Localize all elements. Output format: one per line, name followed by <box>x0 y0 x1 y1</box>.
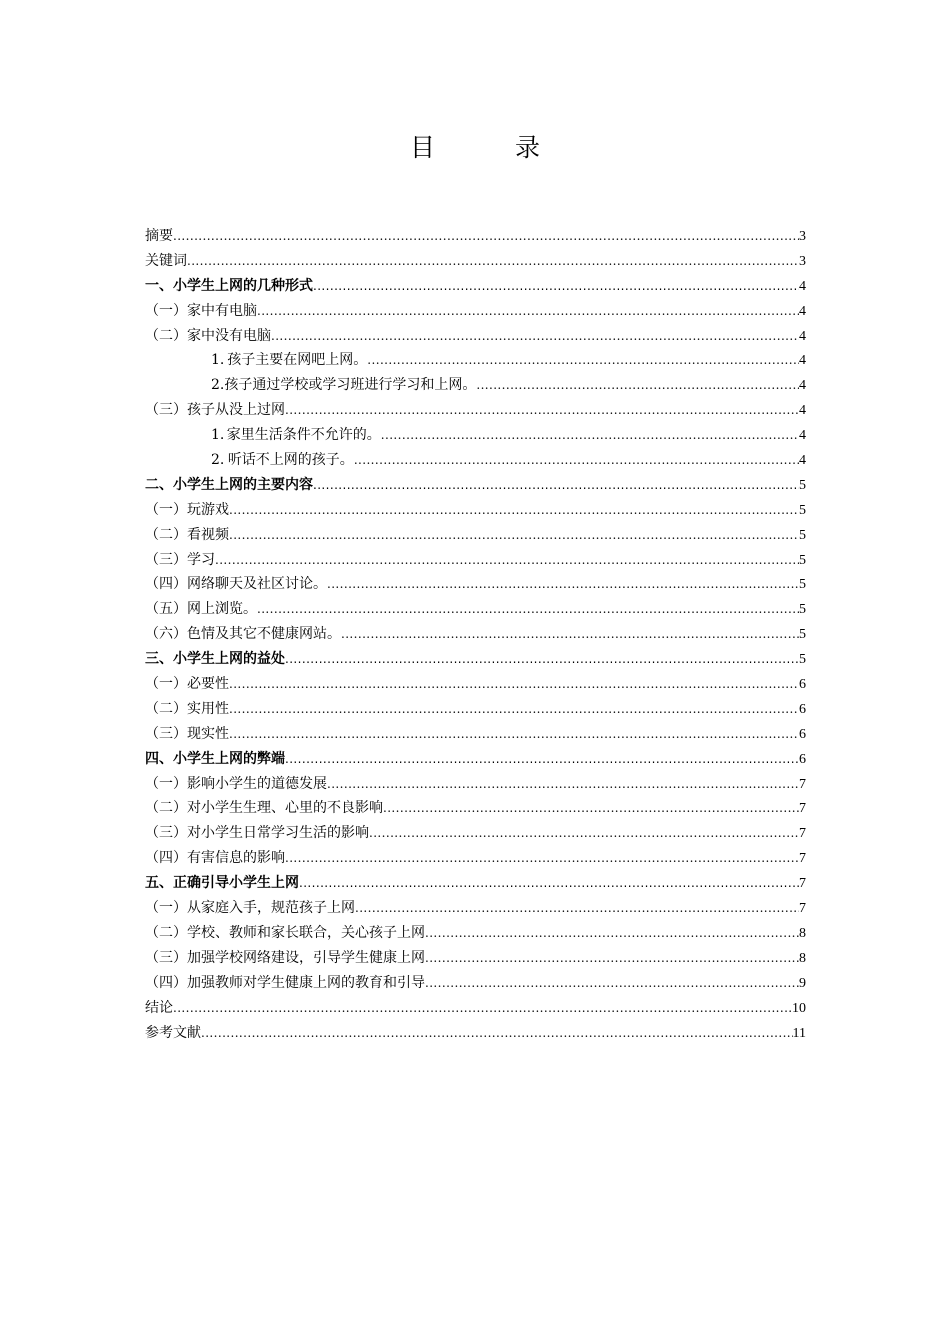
toc-entry-number: （五） <box>145 601 187 618</box>
toc-entry-number: （一） <box>145 501 187 518</box>
toc-entry-section[interactable] <box>145 672 806 697</box>
toc-entry-section[interactable] <box>145 597 806 622</box>
toc-entry-page: 4 <box>799 328 806 344</box>
toc-entry-subsection[interactable] <box>145 423 806 448</box>
toc-entry-page: 4 <box>799 453 806 469</box>
toc-entry-page: 7 <box>799 776 806 792</box>
toc-entry-label: 孩子主要在网吧上网。 <box>227 352 368 369</box>
toc-entry-page: 8 <box>799 950 806 966</box>
toc-entry-page: 9 <box>799 975 806 991</box>
toc-leader-dots <box>229 697 799 722</box>
toc-leader-dots <box>201 1021 793 1046</box>
toc-entry-number: （三） <box>145 825 187 842</box>
toc-leader-dots <box>229 672 799 697</box>
toc-entry-conclusion[interactable] <box>145 996 806 1021</box>
toc-entry-label: 实用性 <box>187 700 229 717</box>
toc-entry-label: 有害信息的影响 <box>187 850 285 867</box>
toc-leader-dots <box>381 423 799 448</box>
toc-leader-dots <box>313 473 799 498</box>
toc-entry-page: 7 <box>799 876 806 892</box>
toc-entry-section[interactable] <box>145 622 806 647</box>
table-of-contents <box>145 224 806 1045</box>
toc-entry-page: 7 <box>799 851 806 867</box>
toc-leader-dots <box>341 622 799 647</box>
toc-entry-section[interactable] <box>145 324 806 349</box>
toc-entry-chapter-4[interactable] <box>145 747 806 772</box>
toc-entry-label: 学习 <box>187 551 215 568</box>
toc-leader-dots <box>257 597 799 622</box>
toc-entry-page: 5 <box>799 627 806 643</box>
toc-entry-chapter-1[interactable] <box>145 274 806 299</box>
toc-entry-section[interactable] <box>145 946 806 971</box>
toc-entry-number: （一） <box>145 775 187 792</box>
toc-entry-label: 现实性 <box>187 725 229 742</box>
toc-entry-page: 6 <box>799 751 806 767</box>
toc-entry-number: （三） <box>145 551 187 568</box>
toc-entry-section[interactable] <box>145 523 806 548</box>
toc-title: 目 录 <box>410 133 576 162</box>
toc-entry-section[interactable] <box>145 921 806 946</box>
toc-entry-number: （二） <box>145 924 187 941</box>
toc-entry-page: 11 <box>792 1025 806 1041</box>
toc-entry-number: 1. <box>211 427 225 444</box>
toc-leader-dots <box>229 722 799 747</box>
toc-entry-page: 5 <box>799 502 806 518</box>
toc-leader-dots <box>173 996 792 1021</box>
toc-entry-number: （三） <box>145 725 187 742</box>
toc-entry-page: 3 <box>799 253 806 269</box>
toc-leader-dots <box>354 448 799 473</box>
toc-leader-dots <box>215 548 799 573</box>
toc-entry-section[interactable] <box>145 796 806 821</box>
toc-entry-label: 家里生活条件不允许的。 <box>226 427 381 444</box>
toc-leader-dots <box>476 373 799 398</box>
toc-entry-page: 5 <box>799 577 806 593</box>
toc-entry-section[interactable] <box>145 498 806 523</box>
toc-entry-label: 网络聊天及社区讨论。 <box>187 576 327 593</box>
toc-entry-label: 网上浏览。 <box>187 601 257 618</box>
toc-entry-label: 影响小学生的道德发展 <box>187 775 327 792</box>
toc-entry-label: 摘要 <box>145 228 173 244</box>
toc-entry-page: 7 <box>799 826 806 842</box>
toc-leader-dots <box>285 846 799 871</box>
toc-entry-label: 必要性 <box>187 676 229 693</box>
toc-entry-chapter-3[interactable] <box>145 647 806 672</box>
toc-entry-subsection[interactable] <box>145 448 806 473</box>
toc-entry-label: 关键词 <box>145 252 187 269</box>
toc-entry-section[interactable] <box>145 971 806 996</box>
toc-leader-dots <box>299 871 799 896</box>
toc-entry-page: 7 <box>799 801 806 817</box>
toc-entry-abstract[interactable] <box>145 224 806 249</box>
toc-entry-label: 孩子通过学校或学习班进行学习和上网。 <box>224 377 477 394</box>
toc-entry-label: 四、小学生上网的弊端 <box>145 750 285 767</box>
toc-leader-dots <box>173 224 799 249</box>
toc-entry-number: 1. <box>211 352 225 369</box>
toc-entry-page: 8 <box>799 925 806 941</box>
toc-entry-label: 加强教师对学生健康上网的教育和引导 <box>187 974 425 991</box>
toc-entry-label: 加强学校网络建设，引导学生健康上网 <box>187 949 425 966</box>
toc-entry-label: 三、小学生上网的益处 <box>145 651 285 668</box>
toc-entry-section[interactable] <box>145 548 806 573</box>
toc-leader-dots <box>327 772 799 797</box>
toc-entry-number: 2. <box>211 377 225 394</box>
toc-entry-page: 7 <box>799 901 806 917</box>
toc-entry-page: 4 <box>799 278 806 294</box>
toc-entry-page: 10 <box>792 1000 806 1016</box>
toc-leader-dots <box>313 274 799 299</box>
toc-entry-page: 5 <box>799 552 806 568</box>
toc-entry-section[interactable] <box>145 821 806 846</box>
toc-entry-number: （四） <box>145 576 187 593</box>
toc-entry-number: （四） <box>145 850 187 867</box>
toc-entry-label: 看视频 <box>187 526 229 543</box>
toc-entry-chapter-2[interactable] <box>145 473 806 498</box>
toc-entry-label: 二、小学生上网的主要内容 <box>145 476 313 493</box>
toc-entry-section[interactable] <box>145 722 806 747</box>
toc-leader-dots <box>285 398 799 423</box>
toc-leader-dots <box>229 498 799 523</box>
toc-entry-label: 听话不上网的孩子。 <box>227 452 354 469</box>
toc-entry-page: 4 <box>799 353 806 369</box>
toc-entry-number: （四） <box>145 974 187 991</box>
toc-leader-dots <box>285 747 799 772</box>
toc-entry-label: 五、正确引导小学生上网 <box>145 875 299 892</box>
toc-entry-label: 一、小学生上网的几种形式 <box>145 277 313 294</box>
toc-entry-page: 5 <box>799 652 806 668</box>
toc-leader-dots <box>285 647 799 672</box>
toc-entry-page: 4 <box>799 403 806 419</box>
toc-entry-number: （三） <box>145 949 187 966</box>
toc-entry-section[interactable] <box>145 697 806 722</box>
toc-entry-references[interactable] <box>145 1021 806 1046</box>
toc-entry-number: （二） <box>145 700 187 717</box>
toc-entry-section[interactable] <box>145 896 806 921</box>
toc-entry-page: 5 <box>799 477 806 493</box>
toc-leader-dots <box>355 896 799 921</box>
toc-leader-dots <box>229 523 799 548</box>
toc-entry-chapter-5[interactable] <box>145 871 806 896</box>
toc-entry-number: 2. <box>211 452 225 469</box>
toc-entry-page: 4 <box>799 303 806 319</box>
toc-leader-dots <box>369 821 799 846</box>
toc-entry-subsection[interactable] <box>145 348 806 373</box>
toc-entry-page: 4 <box>799 378 806 394</box>
toc-leader-dots <box>327 572 799 597</box>
toc-entry-page: 5 <box>799 527 806 543</box>
toc-entry-label: 学校、教师和家长联合，关心孩子上网 <box>187 924 425 941</box>
toc-entry-section[interactable] <box>145 846 806 871</box>
toc-entry-label: 对小学生生理、心里的不良影响 <box>187 800 383 817</box>
toc-leader-dots <box>425 971 799 996</box>
toc-entry-subsection[interactable] <box>145 373 806 398</box>
toc-entry-label: 色情及其它不健康网站。 <box>187 626 341 643</box>
toc-entry-page: 6 <box>799 701 806 717</box>
toc-entry-number: （六） <box>145 626 187 643</box>
toc-entry-label: 参考文献 <box>145 1024 201 1041</box>
toc-leader-dots <box>383 796 799 821</box>
toc-entry-section[interactable] <box>145 572 806 597</box>
toc-entry-label: （三）孩子从没上过网 <box>145 402 285 419</box>
toc-entry-number: （一） <box>145 900 187 917</box>
toc-entry-number: （二） <box>145 800 187 817</box>
toc-entry-section[interactable] <box>145 772 806 797</box>
toc-entry-page: 6 <box>799 726 806 742</box>
toc-leader-dots <box>367 348 799 373</box>
toc-leader-dots <box>271 324 799 349</box>
toc-entry-page: 5 <box>799 602 806 618</box>
toc-entry-number: （二） <box>145 526 187 543</box>
toc-entry-label: 对小学生日常学习生活的影响 <box>187 825 369 842</box>
toc-entry-page: 4 <box>799 428 806 444</box>
toc-entry-section[interactable] <box>145 299 806 324</box>
toc-leader-dots <box>187 249 799 274</box>
toc-entry-section[interactable] <box>145 398 806 423</box>
toc-leader-dots <box>257 299 799 324</box>
toc-entry-page: 3 <box>799 229 806 244</box>
toc-entry-keywords[interactable] <box>145 249 806 274</box>
toc-leader-dots <box>425 921 799 946</box>
toc-entry-label: 玩游戏 <box>187 501 229 518</box>
toc-entry-page: 6 <box>799 677 806 693</box>
toc-entry-label: （二）家中没有电脑 <box>145 327 271 344</box>
toc-leader-dots <box>425 946 799 971</box>
toc-entry-label: 从家庭入手，规范孩子上网 <box>187 900 355 917</box>
toc-entry-label: 结论 <box>145 999 173 1016</box>
toc-entry-label: （一）家中有电脑 <box>145 302 257 319</box>
toc-entry-number: （一） <box>145 676 187 693</box>
